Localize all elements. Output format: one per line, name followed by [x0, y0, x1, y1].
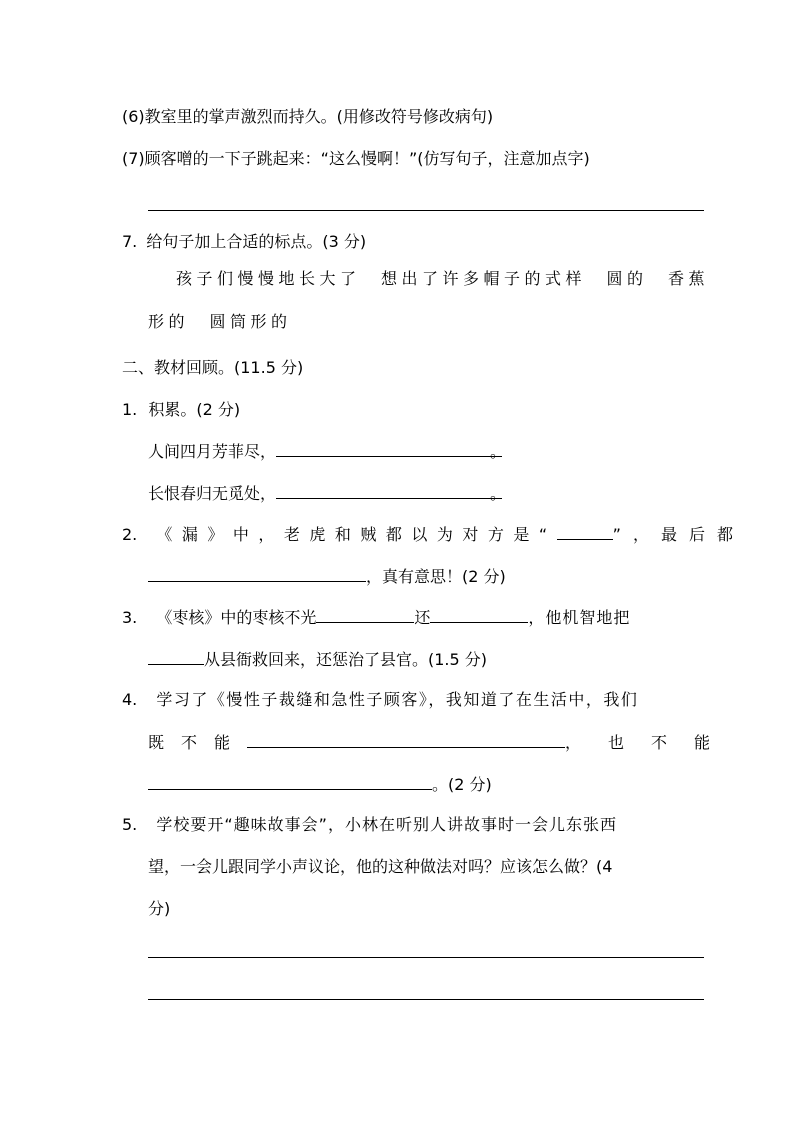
question-2-blank-1[interactable]: [557, 523, 613, 540]
section-2-title: 二、教材回顾。(11.5 分): [122, 358, 304, 377]
poem-end-2: 。: [490, 484, 507, 503]
question-5-line-1: [122, 814, 617, 836]
question-4-text-c: ，也不能: [565, 733, 738, 752]
question-number: 5.: [122, 815, 138, 834]
question-2-text-c: ，真有意思！(2 分): [366, 567, 506, 586]
poem-line-1: [148, 440, 506, 463]
question-5-line-3: 分): [148, 899, 171, 918]
question-3-text-c: ，他机智地把: [528, 608, 631, 627]
question-3-blank-3[interactable]: [148, 648, 204, 665]
part-7-heading: [122, 231, 366, 253]
question-number: 2.: [122, 525, 138, 544]
question-number: 1.: [122, 400, 138, 419]
answer-line-q5-2[interactable]: [148, 999, 704, 1000]
question-3-text-b: 还: [414, 608, 431, 627]
question-4-line-2: [148, 731, 737, 754]
question-2-blank-2[interactable]: [148, 565, 366, 582]
question-5-line-2: 望，一会儿跟同学小声议论，他的这种做法对吗？应该怎么做？(4: [148, 857, 613, 876]
question-4-blank-1[interactable]: [247, 731, 565, 748]
question-6: (6)教室里的掌声激烈而持久。(用修改符号修改病句): [122, 107, 494, 126]
question-3-text-d: 从县衙救回来，还惩治了县官。(1.5 分): [204, 650, 488, 669]
question-number: 4.: [122, 690, 138, 709]
punctuation-sentence-line-2: 形的 圆筒形的: [148, 312, 292, 331]
punctuation-sentence-line-1: 孩子们慢慢地长大了 想出了许多帽子的式样 圆的 香蕉: [176, 269, 710, 288]
answer-line-q5-1[interactable]: [148, 957, 704, 958]
question-4-line-1: [122, 689, 638, 711]
question-4-text-d: 。(2 分): [432, 775, 492, 794]
question-2-line-1: [122, 523, 745, 546]
question-title: 给句子加上合适的标点。(3 分): [146, 232, 367, 251]
question-2-line-2: [148, 565, 506, 588]
question-number: 7.: [122, 232, 138, 251]
question-3-blank-1[interactable]: [316, 606, 414, 623]
answer-line-q7[interactable]: [148, 210, 704, 211]
question-2-text-b: ”，最后都: [612, 525, 745, 544]
question-3-line-2: [148, 648, 487, 671]
poem-end-1: 。: [490, 442, 507, 461]
poem-line-2: [148, 482, 506, 505]
question-4-blank-2[interactable]: [148, 773, 432, 790]
question-4-text-a: 学习了《慢性子裁缝和急性子顾客》，我知道了在生活中，我们: [156, 690, 639, 709]
poem-prefix-2: 长恨春归无觅处，: [148, 484, 277, 503]
question-2-text-a: 《漏》中，老虎和贼都以为对方是“: [156, 525, 557, 544]
question-3-text-a: 《枣核》中的枣核不光: [156, 608, 317, 627]
question-7-sentence: (7)顾客噌的一下子跳起来：“这么慢啊！”(仿写句子，注意加点字): [122, 149, 590, 168]
poem-blank-1[interactable]: [276, 440, 502, 457]
question-4-line-3: [148, 773, 492, 796]
question-3-line-1: [122, 606, 630, 629]
question-title: 积累。(2 分): [148, 400, 241, 419]
poem-prefix-1: 人间四月芳菲尽，: [148, 442, 277, 461]
question-5-text-a: 学校要开“趣味故事会”，小林在听别人讲故事时一会儿东张西: [156, 815, 617, 834]
poem-blank-2[interactable]: [276, 482, 502, 499]
question-1-heading: [122, 399, 240, 421]
question-number: 3.: [122, 608, 138, 627]
question-4-text-b: 既不能: [148, 733, 248, 752]
question-3-blank-2[interactable]: [430, 606, 528, 623]
